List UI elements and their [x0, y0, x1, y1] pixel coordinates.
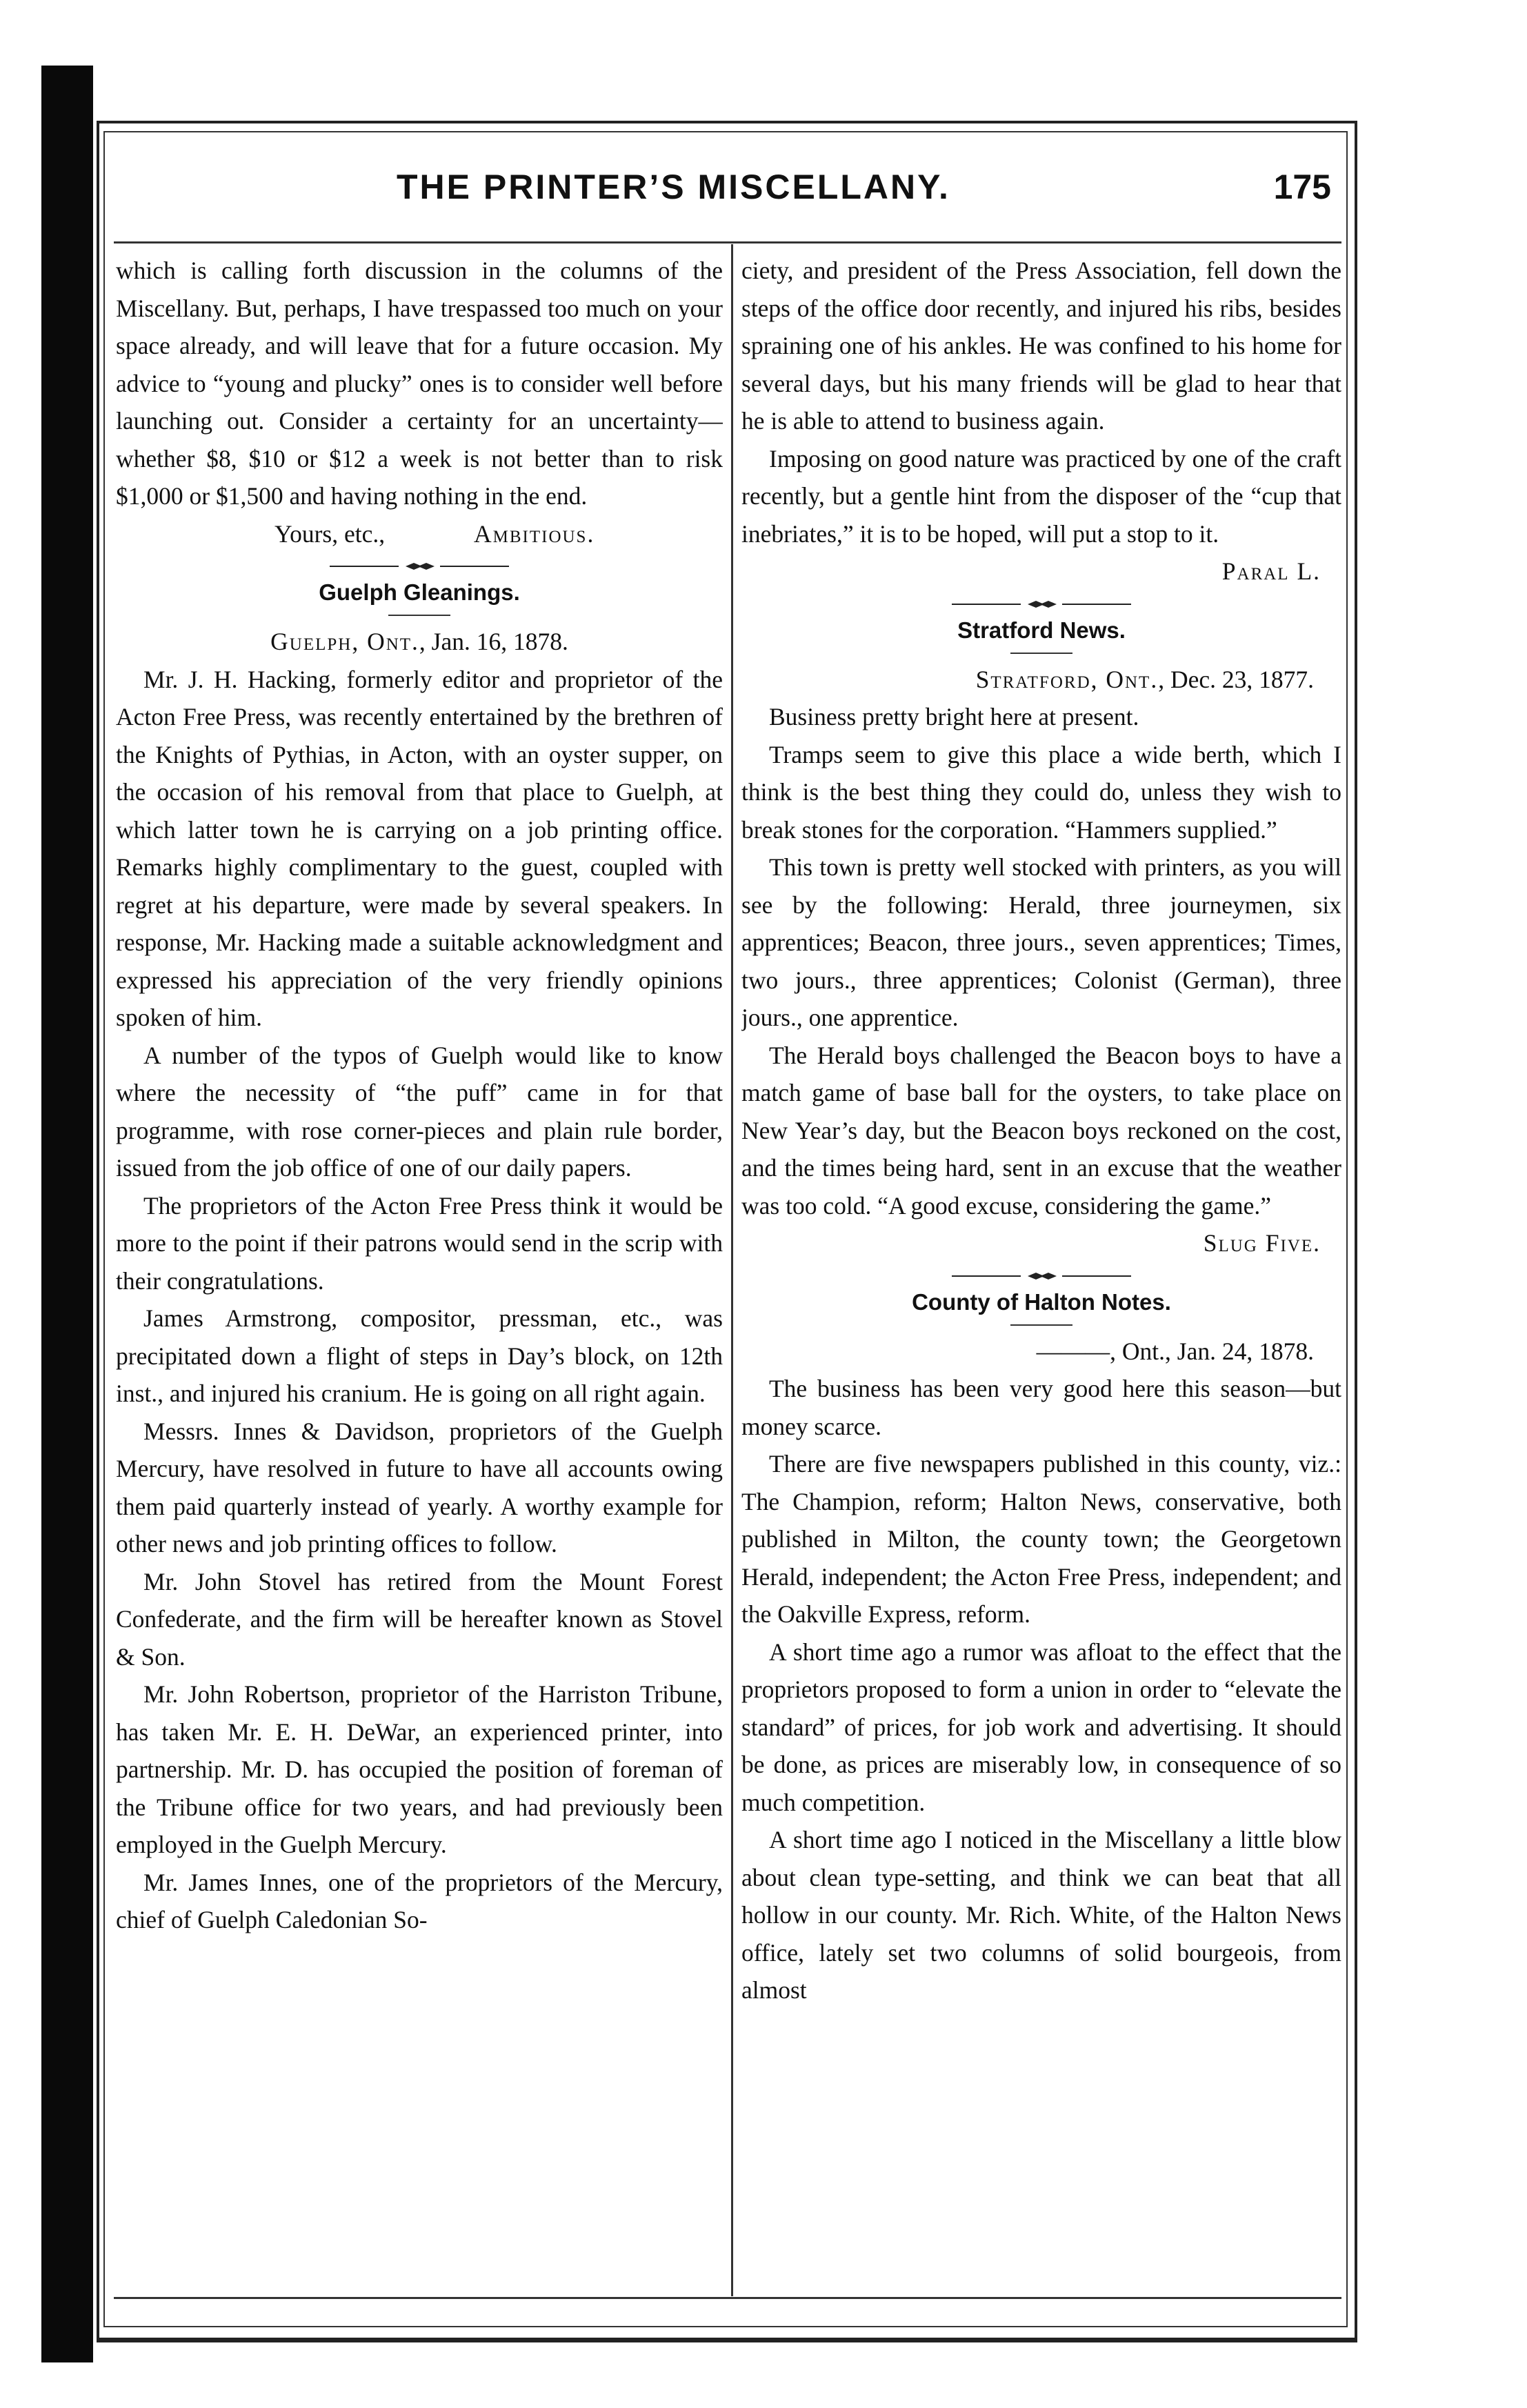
page-number: 175 — [1273, 168, 1331, 206]
article-paragraph: The Herald boys challenged the Beacon boys to have a match game of base ball for the oysters, to take place on New Year’s day, but the Beacon boys reckoned on the cost, and the times being hard, sent in an excuse that the weather was too cold. “A good excuse, considering the game.” — [741, 1041, 1341, 1220]
article-paragraph: A short time ago I noticed in the Miscellany a little blow about clean type-setting, and think we can beat that all hollow in our county. Mr. Rich. White, of the Halton News office, lately set two columns of solid bourgeois, from almost — [741, 1826, 1341, 2004]
header-rule — [114, 241, 1341, 243]
dateline-date: , Jan. 16, 1878. — [419, 628, 568, 655]
article-paragraph: The business has been very good here this season—but money scarce. — [741, 1375, 1341, 1440]
page-title: THE PRINTER’S MISCELLANY. — [397, 168, 950, 206]
dateline-date: , Dec. 23, 1877. — [1158, 665, 1314, 693]
article-paragraph: Imposing on good nature was practiced by one of the craft recently, but a gentle hint from the disposer of the “cup that inebriates,” it is to be hoped, will put a stop to it. — [741, 444, 1341, 548]
signature-slug-five: Slug Five. — [1203, 1229, 1321, 1257]
article-paragraph: Mr. J. H. Hacking, formerly editor and proprietor of the Acton Free Press, was recently entertained by the brethren of the Knights of Pythias, in Acton, with an oyster supper, on the occasion of his removal from that place to Guelph, at which latter town he is carrying on a job printing office. Remarks highly complimentary to the guest, coupled with regret at his departure, were made by several speakers. In response, Mr. Hacking made a suitable acknowledgment and expressed his appreciation of the very friendly opinions spoken of him. — [116, 665, 723, 1031]
article-paragraph: Mr. John Stovel has retired from the Mount Forest Confederate, and the firm will be hereafter known as Stovel & Son. — [116, 1567, 723, 1671]
section-ornament — [952, 1272, 1131, 1280]
article-paragraph: Messrs. Innes & Davidson, proprietors of the Guelph Mercury, have resolved in future to have all accounts owing them paid quarterly instead of yearly. A worthy example for other news and job printing offices to follow. — [116, 1417, 723, 1558]
section-ornament — [952, 600, 1131, 608]
section-ornament — [330, 562, 509, 570]
dateline-place: Guelph, Ont. — [270, 628, 419, 655]
article-paragraph: Mr. James Innes, one of the proprietors of the Mercury, chief of Guelph Caledonian So- — [116, 1868, 723, 1933]
section-heading-halton: County of Halton Notes. — [912, 1288, 1171, 1315]
signature-paral: Paral L. — [1221, 557, 1321, 585]
letter-closing: Yours, etc., — [275, 519, 386, 548]
dateline-place: Stratford, Ont. — [975, 665, 1159, 693]
article-paragraph: A short time ago a rumor was afloat to the effect that the proprietors proposed to form a union in order to “elevate the standard” of prices, for job work and advertising. It should be done, as prices are miserably low, in consequence of so much competition. — [741, 1638, 1341, 1816]
dateline-halton: ———, Ont., Jan. 24, 1878. — [1036, 1337, 1314, 1365]
article-paragraph: The proprietors of the Acton Free Press think it would be more to the point if their patrons would send in the scrip with their congratulations. — [116, 1191, 723, 1295]
scan-edge-shadow — [41, 66, 93, 2362]
article-paragraph: This town is pretty well stocked with printers, as you will see by the following: Herald, three journeymen, six apprentices; Beacon, three jours., seven apprentices; Times, two jours., three apprentices; Colonist (German), three jours., one apprentice. — [741, 853, 1341, 1031]
section-heading-guelph: Guelph Gleanings. — [319, 579, 520, 605]
right-column — [741, 252, 1341, 2293]
article-paragraph: ciety, and president of the Press Association, fell down the steps of the office door recently, and injured his ribs, besides spraining one of his ankles. He was confined to his home for several days, but his many friends will be glad to hear that he is able to attend to business again. — [741, 257, 1341, 435]
footer-rule — [114, 2297, 1341, 2299]
heading-rule — [388, 615, 450, 616]
letter-signoff — [116, 515, 723, 553]
article-paragraph: There are five newspapers published in this county, viz.: The Champion, reform; Halton News, conservative, both published in Milton, the county town; the Georgetown Herald, independent; the Acton Free Press, independent; and the Oakville Express, reform. — [741, 1450, 1341, 1628]
article-paragraph: Mr. John Robertson, proprietor of the Harriston Tribune, has taken Mr. E. H. DeWar, an experienced printer, into partnership. Mr. D. has occupied the position of foreman of the Tribune office for two years, and had previously been employed in the Guelph Mercury. — [116, 1680, 723, 1858]
article-paragraph: James Armstrong, compositor, pressman, etc., was precipitated down a flight of steps in Day’s block, on 12th inst., and injured his cranium. He is going on all right again. — [116, 1304, 723, 1407]
dateline-guelph — [116, 623, 723, 661]
article-paragraph: A number of the typos of Guelph would like to know where the necessity of “the puff” came in for that programme, with rose corner-pieces and plain rule border, issued from the job office of one of our daily papers. — [116, 1041, 723, 1182]
heading-rule — [1010, 653, 1072, 654]
left-column — [116, 252, 723, 2293]
section-heading-stratford: Stratford News. — [957, 617, 1126, 643]
article-paragraph: Business pretty bright here at present. — [769, 703, 1139, 730]
letter-paragraph: which is calling forth discussion in the columns of the Miscellany. But, perhaps, I have trespassed too much on your space already, and will leave that for a future occasion. My advice to “young and plucky” ones is to consider well before launching out. Consider a certainty for an uncertainty—whether $8, $10 or $12 a week is not better than to risk $1,000 or $1,500 and having nothing in the end. — [116, 257, 723, 510]
article-paragraph: Tramps seem to give this place a wide berth, which I think is the best thing they could do, unless they wish to break stones for the corporation. “Hammers supplied.” — [741, 740, 1341, 844]
letter-signature: Ambitious. — [473, 519, 595, 548]
running-head — [110, 167, 1345, 229]
dateline-stratford — [741, 661, 1341, 699]
column-divider — [731, 244, 733, 2296]
heading-rule — [1010, 1324, 1072, 1326]
